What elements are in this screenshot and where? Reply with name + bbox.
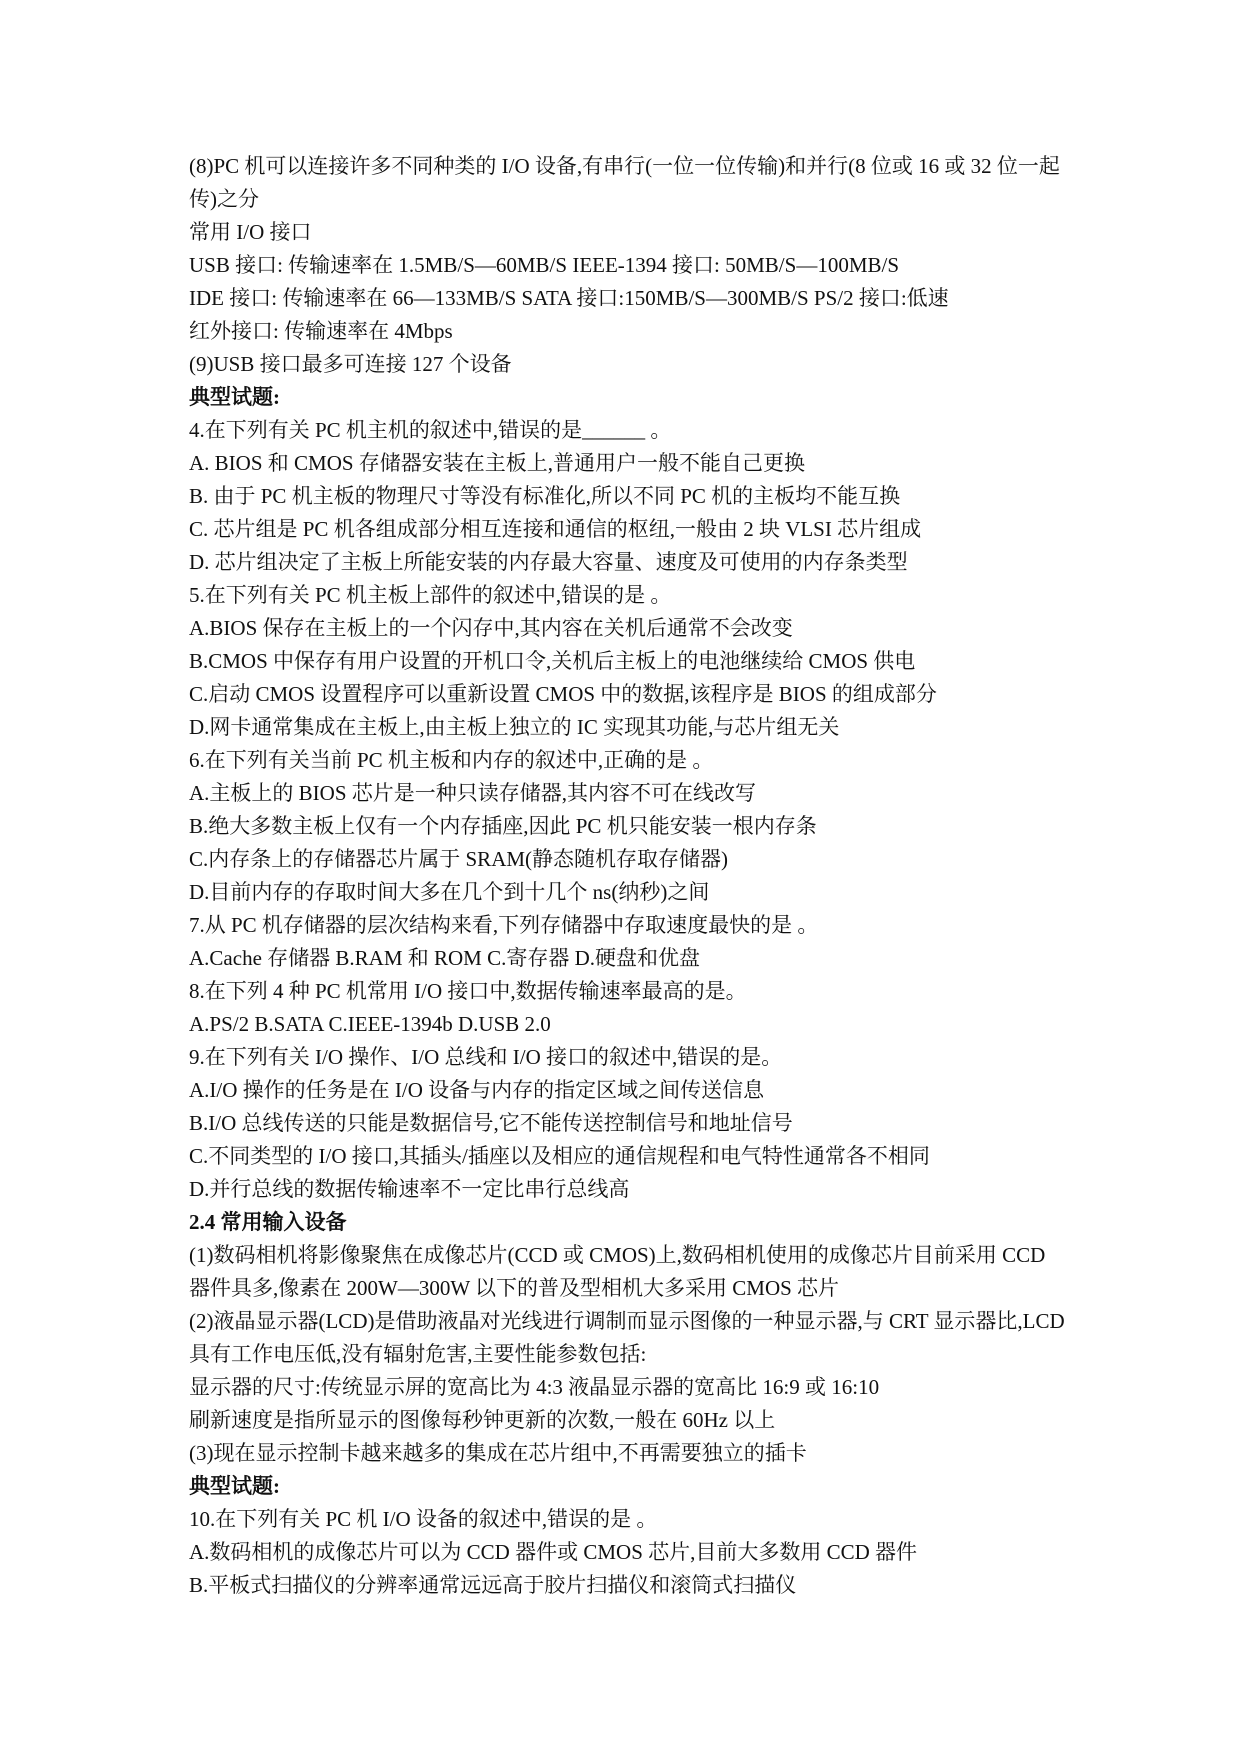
text-line: A.数码相机的成像芯片可以为 CCD 器件或 CMOS 芯片,目前大多数用 CCD 器件 [189,1540,918,1564]
text-line: 4.在下列有关 PC 机主机的叙述中,错误的是______ 。 [189,418,672,442]
text-line: B.平板式扫描仪的分辨率通常远远高于胶片扫描仪和滚筒式扫描仪 [189,1573,797,1597]
text-line: USB 接口: 传输速率在 1.5MB/S—60MB/S IEEE-1394 接口: 50MB/S—100MB/S [189,253,900,277]
text-line: A.BIOS 保存在主板上的一个闪存中,其内容在关机后通常不会改变 [189,616,793,640]
section-heading: 典型试题: [189,385,280,409]
text-line: C.启动 CMOS 设置程序可以重新设置 CMOS 中的数据,该程序是 BIOS 的组成部分 [189,682,937,706]
text-line: 8.在下列 4 种 PC 机常用 I/O 接口中,数据传输速率最高的是。 [189,979,747,1003]
text-line: B.CMOS 中保存有用户设置的开机口令,关机后主板上的电池继续给 CMOS 供电 [189,649,916,673]
text-line: A.PS/2 B.SATA C.IEEE-1394b D.USB 2.0 [189,1012,551,1036]
text-line: B. 由于 PC 机主板的物理尺寸等没有标准化,所以不同 PC 机的主板均不能互换 [189,484,901,508]
text-line: D.并行总线的数据传输速率不一定比串行总线高 [189,1177,630,1201]
text-line: (1)数码相机将影像聚焦在成像芯片(CCD 或 CMOS)上,数码相机使用的成像芯片目前采用 CCD 器件具多,像素在 200W—300W 以下的普及型相机大多采用 CMOS 芯片 [189,1243,1046,1300]
text-line: 6.在下列有关当前 PC 机主板和内存的叙述中,正确的是 。 [189,748,714,772]
text-line: C. 芯片组是 PC 机各组成部分相互连接和通信的枢纽,一般由 2 块 VLSI 芯片组成 [189,517,922,541]
section-heading: 2.4 常用输入设备 [189,1210,347,1234]
text-line: (9)USB 接口最多可连接 127 个设备 [189,352,512,376]
text-line: A.Cache 存储器 B.RAM 和 ROM C.寄存器 D.硬盘和优盘 [189,946,701,970]
text-line: D.目前内存的存取时间大多在几个到十几个 ns(纳秒)之间 [189,880,710,904]
text-line: B.I/O 总线传送的只能是数据信号,它不能传送控制信号和地址信号 [189,1111,793,1135]
text-line: IDE 接口: 传输速率在 66—133MB/S SATA 接口:150MB/S—300MB/S PS/2 接口:低速 [189,286,949,310]
text-line: 9.在下列有关 I/O 操作、I/O 总线和 I/O 接口的叙述中,错误的是。 [189,1045,783,1069]
text-line: D. 芯片组决定了主板上所能安装的内存最大容量、速度及可使用的内存条类型 [189,550,908,574]
text-line: (3)现在显示控制卡越来越多的集成在芯片组中,不再需要独立的插卡 [189,1441,807,1465]
text-line: C.内存条上的存储器芯片属于 SRAM(静态随机存取存储器) [189,847,729,871]
text-line: C.不同类型的 I/O 接口,其插头/插座以及相应的通信规程和电气特性通常各不相同 [189,1144,930,1168]
text-line: D.网卡通常集成在主板上,由主板上独立的 IC 实现其功能,与芯片组无关 [189,715,840,739]
text-line: (8)PC 机可以连接许多不同种类的 I/O 设备,有串行(一位一位传输)和并行(8 位或 16 或 32 位一起传)之分 [189,154,1060,211]
text-line: 红外接口: 传输速率在 4Mbps [189,319,453,343]
text-line: 5.在下列有关 PC 机主板上部件的叙述中,错误的是 。 [189,583,672,607]
text-line: A.I/O 操作的任务是在 I/O 设备与内存的指定区域之间传送信息 [189,1078,765,1102]
text-line: 7.从 PC 机存储器的层次结构来看,下列存储器中存取速度最快的是 。 [189,913,819,937]
text-line: 常用 I/O 接口 [189,220,312,244]
text-line: A. BIOS 和 CMOS 存储器安装在主板上,普通用户一般不能自己更换 [189,451,806,475]
document-body [189,150,1069,1602]
text-line: 显示器的尺寸:传统显示屏的宽高比为 4:3 液晶显示器的宽高比 16:9 或 16:10 [189,1375,880,1399]
text-line: 10.在下列有关 PC 机 I/O 设备的叙述中,错误的是 。 [189,1507,658,1531]
text-line: 刷新速度是指所显示的图像每秒钟更新的次数,一般在 60Hz 以上 [189,1408,776,1432]
text-line: B.绝大多数主板上仅有一个内存插座,因此 PC 机只能安装一根内存条 [189,814,817,838]
section-heading: 典型试题: [189,1474,280,1498]
text-line: (2)液晶显示器(LCD)是借助液晶对光线进行调制而显示图像的一种显示器,与 CRT 显示器比,LCD 具有工作电压低,没有辐射危害,主要性能参数包括: [189,1309,1065,1366]
text-line: A.主板上的 BIOS 芯片是一种只读存储器,其内容不可在线改写 [189,781,757,805]
